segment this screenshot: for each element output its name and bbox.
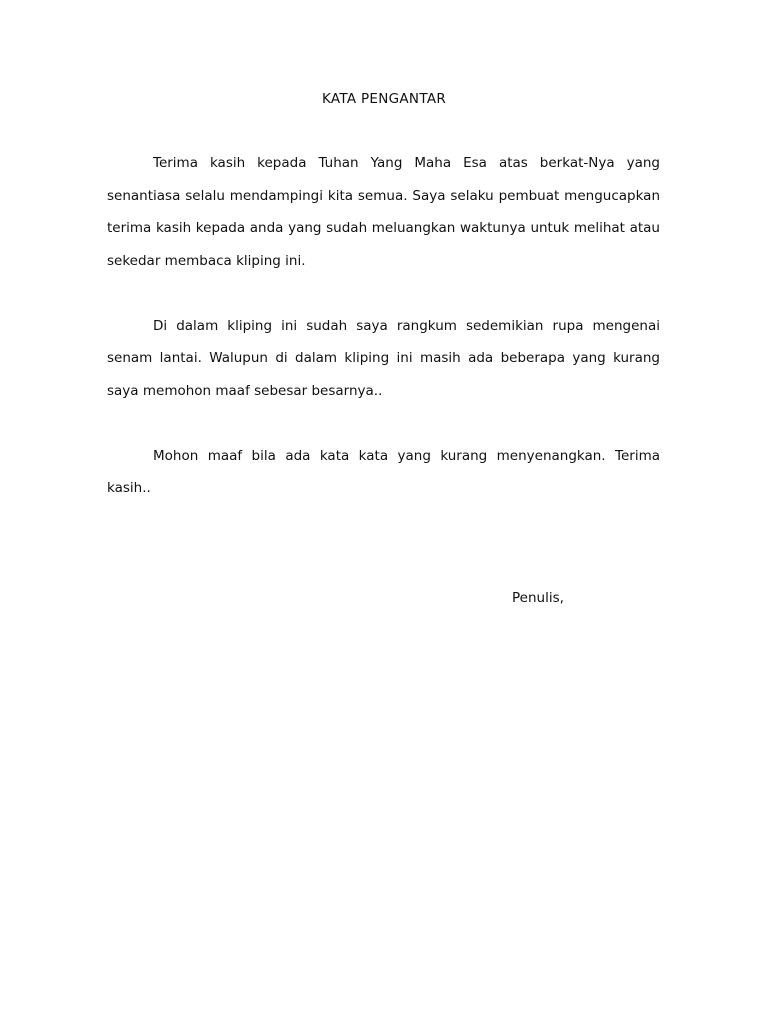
document-body bbox=[107, 147, 660, 537]
paragraph-2: Di dalam kliping ini sudah saya rangkum sedemikian rupa mengenai senam lantai. Walupun di dalam kliping ini masih ada beberapa yang kurang saya memohon maaf sebesar besarnya.. bbox=[107, 317, 660, 399]
paragraph-3: Mohon maaf bila ada kata kata yang kurang menyenangkan. Terima kasih.. bbox=[107, 447, 660, 496]
paragraph-1: Terima kasih kepada Tuhan Yang Maha Esa atas berkat-Nya yang senantiasa selalu mendampingi kita semua. Saya selaku pembuat mengucapkan terima kasih kepada anda yang sudah meluangkan waktunya untuk melihat atau sekedar membaca kliping ini. bbox=[107, 155, 660, 269]
signature-label: Penulis, bbox=[512, 590, 564, 606]
page-title: KATA PENGANTAR bbox=[321, 91, 447, 107]
